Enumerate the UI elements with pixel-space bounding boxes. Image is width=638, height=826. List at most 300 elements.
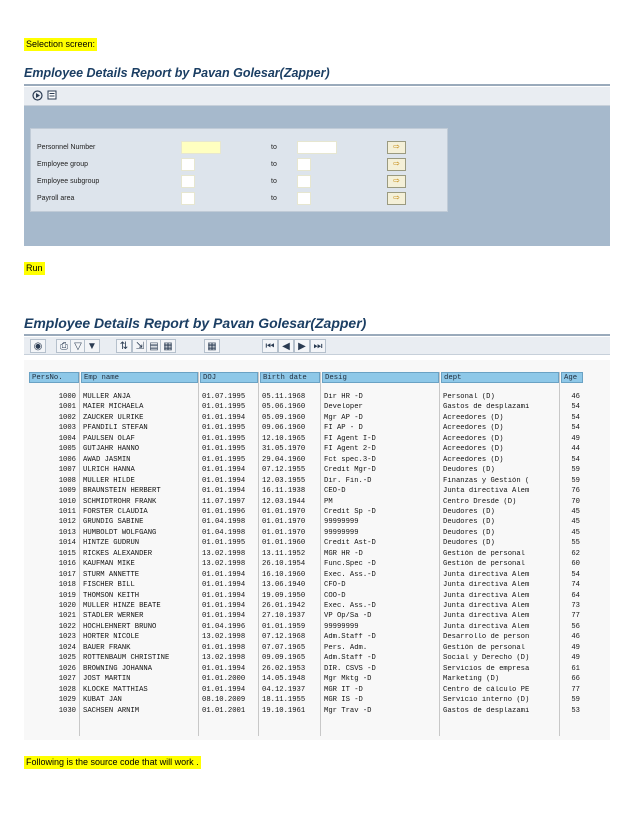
cell-dept: Acreedores (D) bbox=[443, 413, 504, 422]
cell-birth-date: 19.09.1950 bbox=[262, 591, 306, 600]
cell-pers-no: 1026 bbox=[58, 664, 76, 673]
cell-desig: Credit Ast-D bbox=[324, 539, 376, 548]
table-row[interactable] bbox=[24, 518, 610, 527]
cell-doj: 01.04.1998 bbox=[202, 528, 246, 537]
cell-desig: MGR IS -D bbox=[324, 696, 363, 705]
report-title-rule bbox=[24, 334, 610, 336]
table-row[interactable] bbox=[24, 466, 610, 475]
variant-icon[interactable] bbox=[45, 89, 59, 101]
cell-doj: 01.01.1994 bbox=[202, 476, 246, 485]
cell-desig: Pers. Adm. bbox=[324, 643, 368, 652]
cell-dept: Finanzas y Gestión ( bbox=[443, 476, 530, 485]
cell-doj: 01.01.1994 bbox=[202, 602, 246, 610]
last-page-icon[interactable]: ⏭ bbox=[310, 339, 326, 353]
cell-dept: Desarrollo de person bbox=[443, 633, 530, 642]
cell-pers-no: 1000 bbox=[58, 393, 76, 401]
cell-pers-no: 1028 bbox=[58, 685, 76, 694]
cell-doj: 13.02.1998 bbox=[202, 549, 246, 558]
cell-emp-name: STURM ANNETTE bbox=[83, 570, 140, 579]
table-row[interactable] bbox=[24, 560, 610, 569]
cell-doj: 01.01.1998 bbox=[202, 643, 246, 652]
details-icon[interactable]: ◉ bbox=[30, 339, 46, 353]
cell-desig: Adm.Staff -D bbox=[324, 654, 376, 663]
cell-birth-date: 01.01.1959 bbox=[262, 622, 306, 631]
cell-pers-no: 1003 bbox=[58, 424, 76, 433]
cell-age: 49 bbox=[571, 643, 580, 652]
cell-pers-no: 1018 bbox=[58, 581, 76, 590]
cell-desig: Mgr AP -D bbox=[324, 413, 363, 422]
cell-desig: Developer bbox=[324, 403, 363, 412]
cell-birth-date: 26.01.1942 bbox=[262, 602, 306, 610]
multiple-selection-button-1[interactable]: ⇨ bbox=[387, 141, 406, 154]
column-header-pers-no[interactable]: PersNo. bbox=[29, 372, 79, 383]
cell-dept: Gestión de personal bbox=[443, 549, 525, 558]
cell-age: 73 bbox=[571, 602, 580, 610]
column-header-dept[interactable]: dept bbox=[441, 372, 559, 383]
cell-dept: Servicio interno (D) bbox=[443, 696, 530, 705]
cell-pers-no: 1022 bbox=[58, 622, 76, 631]
cell-desig: Dir HR -D bbox=[324, 393, 363, 401]
cell-age: 60 bbox=[571, 560, 580, 569]
cell-emp-name: ULRICH HANNA bbox=[83, 466, 135, 475]
table-row[interactable] bbox=[24, 414, 610, 423]
cell-birth-date: 05.11.1968 bbox=[262, 393, 306, 401]
cell-birth-date: 16.10.1960 bbox=[262, 570, 306, 579]
cell-desig: Dir. Fin.-D bbox=[324, 476, 372, 485]
cell-doj: 01.01.1994 bbox=[202, 570, 246, 579]
cell-dept: Deudores (D) bbox=[443, 466, 495, 475]
label-personnel-number: Personnel Number bbox=[37, 144, 96, 151]
payroll-area-from[interactable] bbox=[181, 192, 195, 205]
cell-birth-date: 16.11.1938 bbox=[262, 487, 306, 496]
cell-age: 54 bbox=[571, 570, 580, 579]
cell-pers-no: 1017 bbox=[58, 570, 76, 579]
personnel-number-from[interactable] bbox=[181, 141, 221, 154]
cell-birth-date: 09.06.1960 bbox=[262, 424, 306, 433]
cell-doj: 01.01.1994 bbox=[202, 413, 246, 422]
cell-emp-name: MULLER ANJA bbox=[83, 393, 131, 401]
cell-dept: Personal (D) bbox=[443, 393, 495, 401]
multiple-selection-button-3[interactable]: ⇨ bbox=[387, 175, 406, 188]
table-row[interactable] bbox=[24, 623, 610, 632]
cell-dept: Acreedores (D) bbox=[443, 455, 504, 464]
cell-doj: 01.04.1998 bbox=[202, 518, 246, 527]
cell-age: 54 bbox=[571, 403, 580, 412]
cell-doj: 01.01.1995 bbox=[202, 539, 246, 548]
cell-birth-date: 07.12.1968 bbox=[262, 633, 306, 642]
grid-icon[interactable]: ▦ bbox=[204, 339, 220, 353]
cell-pers-no: 1014 bbox=[58, 539, 76, 548]
cell-age: 55 bbox=[571, 539, 580, 548]
cell-doj: 01.01.1994 bbox=[202, 612, 246, 621]
column-header-age[interactable]: Age bbox=[561, 372, 583, 383]
cell-age: 46 bbox=[571, 393, 580, 401]
cell-age: 59 bbox=[571, 476, 580, 485]
cell-emp-name: BROWNING JOHANNA bbox=[83, 664, 153, 673]
cell-doj: 01.01.1994 bbox=[202, 591, 246, 600]
cell-dept: Junta directiva Alem bbox=[443, 487, 530, 496]
cell-age: 77 bbox=[571, 612, 580, 621]
table-row[interactable] bbox=[24, 571, 610, 580]
spreadsheet-icon[interactable]: ▦ bbox=[160, 339, 176, 353]
cell-emp-name: KAUFMAN MIKE bbox=[83, 560, 135, 569]
cell-desig: Func.Spec -D bbox=[324, 560, 376, 569]
cell-emp-name: FORSTER CLAUDIA bbox=[83, 507, 148, 516]
multiple-selection-button-4[interactable]: ⇨ bbox=[387, 192, 406, 205]
cell-desig: Mgr Mktg -D bbox=[324, 675, 372, 684]
cell-dept: Deudores (D) bbox=[443, 507, 495, 516]
cell-dept: Acreedores (D) bbox=[443, 434, 504, 443]
selection-area bbox=[24, 106, 610, 246]
cell-age: 62 bbox=[571, 549, 580, 558]
layout-icon[interactable]: ▤ bbox=[146, 339, 162, 353]
cell-dept: Junta directiva Alem bbox=[443, 570, 530, 579]
cell-emp-name: BAUER FRANK bbox=[83, 643, 131, 652]
selection-criteria-box bbox=[30, 128, 448, 212]
caption-footer: Following is the source code that will work . bbox=[26, 757, 199, 767]
cell-dept: Junta directiva Alem bbox=[443, 612, 530, 621]
table-row[interactable] bbox=[24, 529, 610, 538]
cell-emp-name: HORTER NICOLE bbox=[83, 633, 140, 642]
cell-pers-no: 1011 bbox=[58, 507, 76, 516]
cell-dept: Junta directiva Alem bbox=[443, 622, 530, 631]
cell-birth-date: 19.10.1961 bbox=[262, 706, 306, 715]
table-row[interactable] bbox=[24, 456, 610, 465]
cell-desig: Credit Mgr-D bbox=[324, 466, 376, 475]
employee-subgroup-to[interactable] bbox=[297, 175, 311, 188]
cell-doj: 13.02.1998 bbox=[202, 633, 246, 642]
cell-birth-date: 04.12.1937 bbox=[262, 685, 306, 694]
cell-birth-date: 07.12.1955 bbox=[262, 466, 306, 475]
cell-birth-date: 01.01.1970 bbox=[262, 507, 306, 516]
personnel-number-to[interactable] bbox=[297, 141, 337, 154]
cell-dept: Acreedores (D) bbox=[443, 424, 504, 433]
cell-desig: CFO-D bbox=[324, 581, 346, 590]
cell-pers-no: 1006 bbox=[58, 455, 76, 464]
cell-pers-no: 1005 bbox=[58, 445, 76, 454]
employee-group-to[interactable] bbox=[297, 158, 311, 171]
cell-pers-no: 1008 bbox=[58, 476, 76, 485]
payroll-area-to[interactable] bbox=[297, 192, 311, 205]
table-row[interactable] bbox=[24, 612, 610, 621]
cell-pers-no: 1004 bbox=[58, 434, 76, 443]
first-page-icon[interactable]: ⏮ bbox=[262, 339, 278, 353]
cell-doj: 01.01.1995 bbox=[202, 403, 246, 412]
cell-pers-no: 1030 bbox=[58, 706, 76, 715]
cell-doj: 01.01.2001 bbox=[202, 706, 246, 715]
cell-emp-name: HINTZE GUDRUN bbox=[83, 539, 140, 548]
cell-doj: 08.10.2009 bbox=[202, 696, 246, 705]
cell-doj: 01.01.1996 bbox=[202, 507, 246, 516]
cell-dept: Gestión de personal bbox=[443, 643, 525, 652]
report-toolbar bbox=[24, 337, 610, 355]
cell-birth-date: 05.06.1960 bbox=[262, 403, 306, 412]
employee-group-from[interactable] bbox=[181, 158, 195, 171]
cell-pers-no: 1020 bbox=[58, 602, 76, 610]
cell-desig: MGR HR -D bbox=[324, 549, 363, 558]
table-row[interactable] bbox=[24, 508, 610, 517]
cell-birth-date: 07.07.1965 bbox=[262, 643, 306, 652]
label-to-3: to bbox=[271, 178, 277, 185]
cell-pers-no: 1015 bbox=[58, 549, 76, 558]
cell-desig: CEO-D bbox=[324, 487, 346, 496]
title-rule bbox=[24, 84, 610, 86]
cell-emp-name: MULLER HINZE BEATE bbox=[83, 602, 161, 610]
cell-age: 70 bbox=[571, 497, 580, 506]
cell-doj: 01.01.1994 bbox=[202, 664, 246, 673]
cell-age: 56 bbox=[571, 622, 580, 631]
cell-dept: Gastos de desplazami bbox=[443, 706, 530, 715]
cell-age: 76 bbox=[571, 487, 580, 496]
employee-subgroup-from[interactable] bbox=[181, 175, 195, 188]
next-page-icon[interactable]: ▶ bbox=[294, 339, 310, 353]
cell-pers-no: 1027 bbox=[58, 675, 76, 684]
cell-desig: VP Op/Sa -D bbox=[324, 612, 372, 621]
cell-age: 66 bbox=[571, 675, 580, 684]
cell-birth-date: 12.03.1944 bbox=[262, 497, 306, 506]
cell-desig: FI Agent I-D bbox=[324, 434, 376, 443]
cell-pers-no: 1025 bbox=[58, 654, 76, 663]
cell-age: 61 bbox=[571, 664, 580, 673]
cell-pers-no: 1010 bbox=[58, 497, 76, 506]
table-row[interactable] bbox=[24, 487, 610, 496]
label-payroll-area: Payroll area bbox=[37, 195, 75, 202]
cell-age: 74 bbox=[571, 581, 580, 590]
cell-dept: Servicios de empresa bbox=[443, 664, 530, 673]
cell-emp-name: ROTTENBAUM CHRISTINE bbox=[83, 654, 170, 663]
table-row[interactable] bbox=[24, 393, 610, 402]
table-row[interactable] bbox=[24, 602, 610, 611]
cell-birth-date: 26.02.1953 bbox=[262, 664, 306, 673]
previous-page-icon[interactable]: ◀ bbox=[278, 339, 294, 353]
column-header-birth-date[interactable]: Birth date bbox=[260, 372, 320, 383]
cell-doj: 01.01.1995 bbox=[202, 445, 246, 454]
cell-age: 77 bbox=[571, 685, 580, 694]
cell-desig: Exec. Ass.-D bbox=[324, 570, 376, 579]
cell-birth-date: 13.11.1952 bbox=[262, 549, 306, 558]
cell-birth-date: 01.01.1970 bbox=[262, 528, 306, 537]
table-row[interactable] bbox=[24, 675, 610, 684]
cell-pers-no: 1023 bbox=[58, 633, 76, 642]
cell-desig: Mgr Trav -D bbox=[324, 706, 372, 715]
export-icon[interactable]: ⇲ bbox=[132, 339, 148, 353]
caption-selection: Selection screen: bbox=[26, 39, 96, 49]
multiple-selection-button-2[interactable]: ⇨ bbox=[387, 158, 406, 171]
cell-age: 59 bbox=[571, 696, 580, 705]
cell-age: 49 bbox=[571, 434, 580, 443]
table-row[interactable] bbox=[24, 477, 610, 486]
cell-age: 54 bbox=[571, 413, 580, 422]
cell-dept: Acreedores (D) bbox=[443, 445, 504, 454]
cell-age: 54 bbox=[571, 455, 580, 464]
cell-birth-date: 14.05.1948 bbox=[262, 675, 306, 684]
cell-emp-name: THOMSON KEITH bbox=[83, 591, 140, 600]
column-header-emp-name[interactable]: Emp name bbox=[81, 372, 198, 383]
cell-pers-no: 1001 bbox=[58, 403, 76, 412]
cell-birth-date: 12.10.1965 bbox=[262, 434, 306, 443]
cell-emp-name: ZAUCKER ULRIKE bbox=[83, 413, 144, 422]
cell-desig: DIR. CSVS -D bbox=[324, 664, 376, 673]
cell-birth-date: 01.01.1960 bbox=[262, 539, 306, 548]
cell-doj: 01.01.1995 bbox=[202, 424, 246, 433]
cell-emp-name: MAIER MICHAELA bbox=[83, 403, 144, 412]
cell-emp-name: GUTJAHR HANNO bbox=[83, 445, 140, 454]
cell-dept: Marketing (D) bbox=[443, 675, 500, 684]
cell-birth-date: 13.06.1940 bbox=[262, 581, 306, 590]
cell-age: 46 bbox=[571, 633, 580, 642]
table-row[interactable] bbox=[24, 435, 610, 444]
table-row[interactable] bbox=[24, 686, 610, 695]
table-row[interactable] bbox=[24, 424, 610, 433]
cell-birth-date: 29.04.1960 bbox=[262, 455, 306, 464]
selection-toolbar bbox=[24, 87, 610, 106]
cell-emp-name: HOCHLEHNERT BRUNO bbox=[83, 622, 157, 631]
cell-desig: MGR IT -D bbox=[324, 685, 363, 694]
label-to-1: to bbox=[271, 144, 277, 151]
cell-pers-no: 1009 bbox=[58, 487, 76, 496]
print-icon[interactable]: ⎙ bbox=[56, 339, 72, 353]
cell-age: 64 bbox=[571, 591, 580, 600]
table-row[interactable] bbox=[24, 633, 610, 642]
sort-icon[interactable]: ⇅ bbox=[116, 339, 132, 353]
cell-emp-name: SCHMIDTROHR FRANK bbox=[83, 497, 157, 506]
caption-run: Run bbox=[26, 263, 43, 273]
cell-doj: 01.07.1995 bbox=[202, 393, 246, 401]
cell-dept: Gestión de personal bbox=[443, 560, 525, 569]
cell-emp-name: AWAD JASMIN bbox=[83, 455, 131, 464]
label-employee-group: Employee group bbox=[37, 161, 88, 168]
cell-birth-date: 27.10.1937 bbox=[262, 612, 306, 621]
cell-emp-name: FISCHER BILL bbox=[83, 581, 135, 590]
cell-desig: FI Agent 2-D bbox=[324, 445, 376, 454]
cell-emp-name: STADLER WERNER bbox=[83, 612, 144, 621]
cell-pers-no: 1024 bbox=[58, 643, 76, 652]
cell-desig: Exec. Ass.-D bbox=[324, 602, 376, 610]
cell-pers-no: 1019 bbox=[58, 591, 76, 600]
table-row[interactable] bbox=[24, 550, 610, 559]
cell-desig: Fct spec.3-D bbox=[324, 455, 376, 464]
cell-age: 45 bbox=[571, 507, 580, 516]
label-employee-subgroup: Employee subgroup bbox=[37, 178, 100, 185]
cell-birth-date: 09.09.1965 bbox=[262, 654, 306, 663]
cell-doj: 01.01.1994 bbox=[202, 685, 246, 694]
cell-emp-name: MULLER HILDE bbox=[83, 476, 135, 485]
cell-emp-name: KUBAT JAN bbox=[83, 696, 122, 705]
cell-desig: 99999999 bbox=[324, 622, 359, 631]
cell-dept: Centro de cálculo PE bbox=[443, 685, 530, 694]
cell-birth-date: 01.01.1970 bbox=[262, 518, 306, 527]
cell-doj: 11.07.1997 bbox=[202, 497, 246, 506]
cell-doj: 13.02.1998 bbox=[202, 654, 246, 663]
cell-emp-name: SACHSEN ARNIM bbox=[83, 706, 140, 715]
cell-pers-no: 1013 bbox=[58, 528, 76, 537]
cell-dept: Deudores (D) bbox=[443, 528, 495, 537]
cell-birth-date: 31.05.1970 bbox=[262, 445, 306, 454]
cell-pers-no: 1029 bbox=[58, 696, 76, 705]
cell-age: 44 bbox=[571, 445, 580, 454]
cell-age: 53 bbox=[571, 706, 580, 715]
cell-emp-name: BRAUNSTEIN HERBERT bbox=[83, 487, 161, 496]
cell-dept: Deudores (D) bbox=[443, 518, 495, 527]
cell-birth-date: 05.09.1960 bbox=[262, 413, 306, 422]
table-row[interactable] bbox=[24, 707, 610, 716]
cell-pers-no: 1021 bbox=[58, 612, 76, 621]
cell-dept: Gastos de desplazami bbox=[443, 403, 530, 412]
cell-doj: 01.01.1994 bbox=[202, 466, 246, 475]
cell-age: 45 bbox=[571, 528, 580, 537]
employee-table bbox=[24, 360, 610, 740]
cell-desig: FI AP - D bbox=[324, 424, 363, 433]
table-row[interactable] bbox=[24, 581, 610, 590]
table-row[interactable] bbox=[24, 696, 610, 705]
cell-birth-date: 12.03.1955 bbox=[262, 476, 306, 485]
cell-emp-name: HUMBOLDT WOLFGANG bbox=[83, 528, 157, 537]
cell-doj: 01.01.2000 bbox=[202, 675, 246, 684]
cell-pers-no: 1002 bbox=[58, 413, 76, 422]
cell-pers-no: 1016 bbox=[58, 560, 76, 569]
filter-icon[interactable]: ▽ bbox=[70, 339, 86, 353]
table-row[interactable] bbox=[24, 654, 610, 663]
cell-pers-no: 1012 bbox=[58, 518, 76, 527]
cell-emp-name: RICKES ALEXANDER bbox=[83, 549, 153, 558]
cell-age: 49 bbox=[571, 654, 580, 663]
cell-desig: Credit Sp -D bbox=[324, 507, 376, 516]
table-row[interactable] bbox=[24, 403, 610, 412]
cell-emp-name: PFANDILI STEFAN bbox=[83, 424, 148, 433]
cell-doj: 01.01.1995 bbox=[202, 434, 246, 443]
table-row[interactable] bbox=[24, 539, 610, 548]
table-row[interactable] bbox=[24, 665, 610, 674]
report-title: Employee Details Report by Pavan Golesar(Zapper) bbox=[24, 315, 367, 331]
execute-icon[interactable] bbox=[30, 89, 44, 101]
cell-dept: Centro Dresde (D) bbox=[443, 497, 517, 506]
table-row[interactable] bbox=[24, 445, 610, 454]
cell-emp-name: JOST MARTIN bbox=[83, 675, 131, 684]
cell-emp-name: KLOCKE MATTHIAS bbox=[83, 685, 148, 694]
filter-settings-icon[interactable]: ▼ bbox=[84, 339, 100, 353]
cell-emp-name: PAULSEN OLAF bbox=[83, 434, 135, 443]
selection-screen-title: Employee Details Report by Pavan Golesar(Zapper) bbox=[24, 66, 330, 80]
cell-desig: COO-D bbox=[324, 591, 346, 600]
cell-desig: 99999999 bbox=[324, 518, 359, 527]
cell-desig: Adm.Staff -D bbox=[324, 633, 376, 642]
cell-birth-date: 26.10.1954 bbox=[262, 560, 306, 569]
cell-doj: 01.01.1994 bbox=[202, 581, 246, 590]
column-header-desig[interactable]: Desig bbox=[322, 372, 439, 383]
cell-desig: PM bbox=[324, 497, 333, 506]
cell-doj: 01.01.1995 bbox=[202, 455, 246, 464]
cell-doj: 01.04.1996 bbox=[202, 622, 246, 631]
cell-doj: 01.01.1994 bbox=[202, 487, 246, 496]
table-row[interactable] bbox=[24, 498, 610, 507]
cell-dept: Junta directiva Alem bbox=[443, 602, 530, 610]
label-to-2: to bbox=[271, 161, 277, 168]
cell-dept: Deudores (D) bbox=[443, 539, 495, 548]
cell-emp-name: GRUNDIG SABINE bbox=[83, 518, 144, 527]
label-to-4: to bbox=[271, 195, 277, 202]
cell-dept: Junta directiva Alem bbox=[443, 591, 530, 600]
cell-dept: Social y Derecho (D) bbox=[443, 654, 530, 663]
cell-age: 54 bbox=[571, 424, 580, 433]
table-row[interactable] bbox=[24, 592, 610, 601]
column-header-doj[interactable]: DOJ bbox=[200, 372, 258, 383]
cell-pers-no: 1007 bbox=[58, 466, 76, 475]
cell-doj: 13.02.1998 bbox=[202, 560, 246, 569]
cell-age: 59 bbox=[571, 466, 580, 475]
cell-dept: Junta directiva Alem bbox=[443, 581, 530, 590]
table-row[interactable] bbox=[24, 644, 610, 653]
cell-age: 45 bbox=[571, 518, 580, 527]
